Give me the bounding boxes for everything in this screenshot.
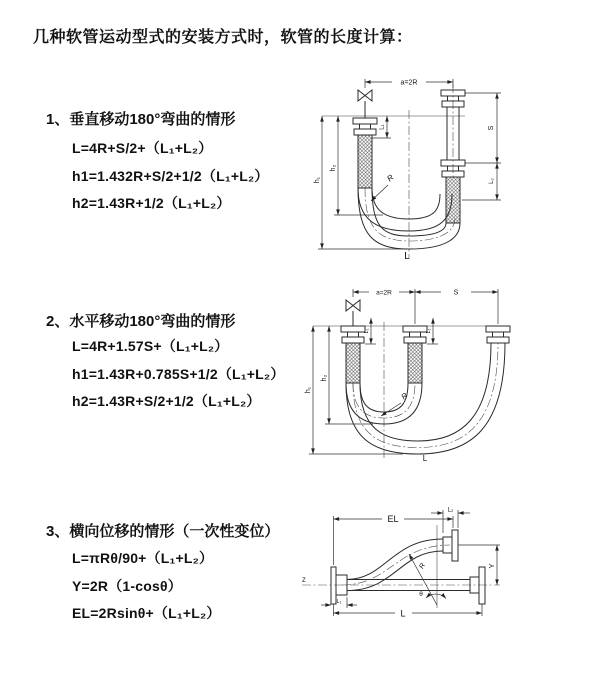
section-3-heading: 3、横向位移的情形（一次性变位） [46,523,280,540]
dimension-s [415,290,498,297]
radius-construction [409,525,446,608]
formula-line: EL=2Rsinθ+（L₁+L₂） [72,605,221,621]
dim-label-a2r: a=2R [376,289,392,297]
dimension-l1-middle [426,318,438,344]
dimension-l1 [321,597,357,608]
dim-label-h1: h₁ [305,386,312,394]
dim-label-l1: L₁ [336,599,342,605]
radius-leader [371,173,396,201]
flange-fitting-right [486,326,510,343]
page-title: 几种软管运动型式的安装方式时，软管的长度计算： [33,29,413,46]
dim-label-l1: L₁ [379,124,386,130]
braided-hose-section [408,343,422,383]
dim-label-l: L [400,608,406,619]
dim-label-el: EL [387,514,399,524]
hose-straight-position [347,567,485,604]
formula-line: L=4R+1.57S+（L₁+L₂） [72,338,229,354]
dimension-l2 [462,163,501,200]
braided-hose-section [346,343,360,383]
dim-label-l2: L₂ [447,507,454,514]
formula-line: h2=1.43R+S/2+1/2（L₁+L₂） [72,393,261,409]
dim-label-h2: h₂ [330,164,337,172]
dim-label-theta: θ [419,591,423,598]
diagram-horizontal-180 [303,278,593,463]
dimension-a2r [365,79,453,88]
dim-label-s: S [488,125,495,131]
flange-fitting-left [353,118,377,188]
hose-u-bend-positions [346,343,505,454]
section-2-heading: 2、水平移动180°弯曲的情形 [46,313,236,330]
dim-label-r: R [399,390,410,402]
dim-label-l: L [404,251,410,262]
dimension-h2 [330,116,383,215]
section-1-heading: 1、垂直移动180°弯曲的情形 [46,111,236,128]
formula-line: h2=1.43R+1/2（L₁+L₂） [72,195,231,211]
dim-label-l2: L₂ [489,178,495,184]
flange-fitting-left [341,326,365,383]
dim-label-l1: L₁ [364,328,370,334]
dimension-l1-left [364,318,376,344]
diagram-vertical-180 [308,68,593,263]
formula-line: L=4R+S/2+（L₁+L₂） [72,140,213,156]
dim-label-l1: L₁ [426,328,432,334]
dim-label-r: R [418,562,427,571]
formula-line: h1=1.432R+S/2+1/2（L₁+L₂） [72,168,269,184]
valve-icon [346,300,360,326]
braided-hose-section [358,135,372,188]
hose-displaced-position [342,530,458,591]
dim-label-z: Z [302,578,306,584]
dim-label-l: L [422,454,428,463]
dimension-l [334,604,483,619]
dim-label-h2: h₂ [321,374,328,382]
formula-line: Y=2R（1-cosθ） [72,578,182,594]
dim-label-h1: h₁ [314,176,321,184]
formula-line: h1=1.43R+0.785S+1/2（L₁+L₂） [72,366,285,382]
dim-label-r: R [385,172,396,184]
dim-label-s: S [453,289,459,297]
formula-line: L=πRθ/90+（L₁+L₂） [72,550,214,566]
valve-icon [358,90,372,118]
braided-hose-section [446,177,460,223]
dim-label-a2r: a=2R [400,79,418,87]
dim-label-y: Y [487,563,496,569]
dimension-a2r [353,289,498,324]
diagram-lateral-displacement [300,505,600,650]
dimension-s [465,93,501,163]
flange-fitting-middle [403,326,427,383]
